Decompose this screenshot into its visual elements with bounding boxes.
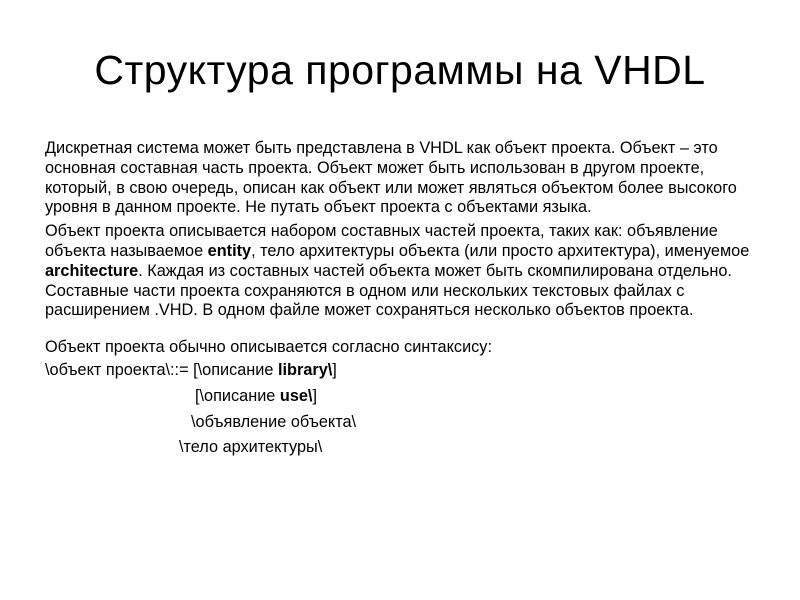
keyword-entity: entity: [207, 241, 252, 260]
paragraph-syntax-intro: Объект проекта обычно описывается согласно синтаксису:: [45, 338, 492, 357]
paragraph-text: Объект проекта описывается набором составных частей проекта, таких как: объявление объекта называемое: [45, 222, 718, 260]
syntax-text: \объект проекта\::= [\описание: [45, 360, 278, 379]
syntax-text: [\описание: [195, 386, 280, 405]
syntax-line-entity-declaration: \объявление объекта\: [191, 412, 357, 431]
paragraph-design-parts: [45, 222, 755, 321]
slide-body: [45, 139, 755, 458]
paragraph-text: . Каждая из составных частей объекта может быть скомпилирована отдельно. Составные части проекта сохраняются в одном или нескольких текстовых файлах с расширением .VHD. В одном файле может сохраняться несколько объектов проекта.: [45, 261, 732, 320]
keyword-use: use\: [279, 386, 313, 405]
slide-title: Структура программы на VHDL: [94, 47, 706, 93]
paragraph-design-object: Дискретная система может быть представлена в VHDL как объект проекта. Объект – это основная составная часть проекта. Объект может быть использован в другом проекте, который, в свою очередь, описан как объект или может являться объектом более высокого уровня в данном проекте. Не путать объект проекта с объектами языка.: [45, 139, 737, 217]
syntax-line-use: [45, 387, 755, 407]
keyword-library: library\: [277, 360, 333, 379]
syntax-text: ]: [312, 386, 317, 405]
syntax-line-library: [45, 361, 755, 381]
syntax-line-architecture-body: \тело архитектуры\: [179, 438, 323, 457]
paragraph-text: , тело архитектуры объекта (или просто архитектура), именуемое: [251, 241, 750, 260]
keyword-architecture: architecture: [45, 261, 139, 280]
syntax-text: ]: [332, 360, 337, 379]
